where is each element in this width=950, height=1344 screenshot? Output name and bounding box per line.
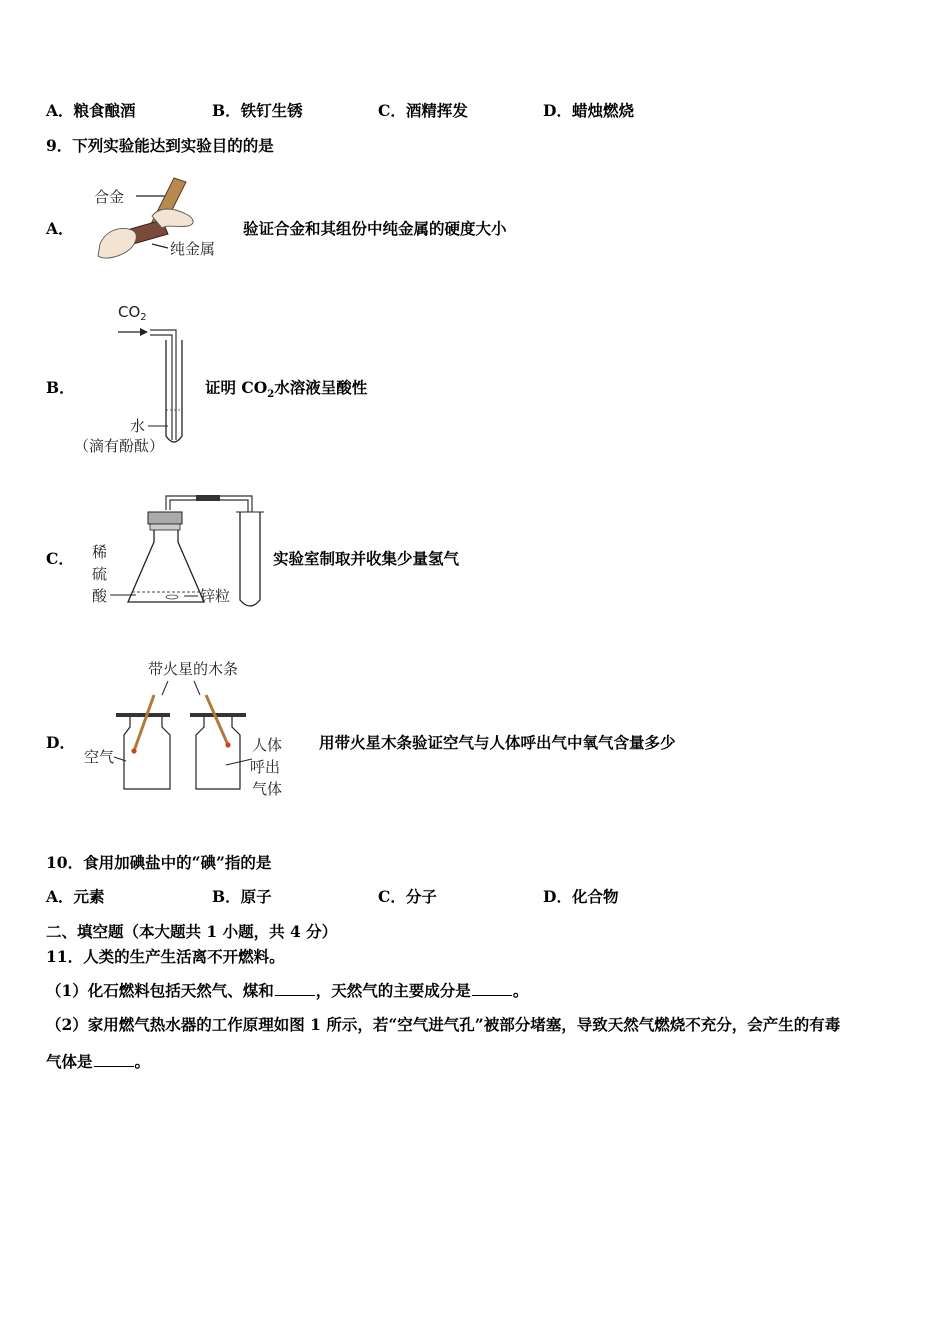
svg-text:CO2 bbox=[118, 303, 147, 323]
option-letter: A． bbox=[46, 887, 74, 906]
q11-part2-line1: （2）家用燃气热水器的工作原理如图 1 所示，若“空气进气孔”被部分堵塞，导致天然气燃烧不充分，会产生的有毒 bbox=[46, 1015, 841, 1034]
part1-text-a: （1）化石燃料包括天然气、煤和 bbox=[46, 981, 274, 1000]
q10-stem: 10．食用加碘盐中的“碘”指的是 bbox=[46, 853, 272, 872]
desc-post: 水溶液呈酸性 bbox=[274, 378, 368, 397]
option-letter: B． bbox=[212, 887, 241, 906]
answer-blank[interactable] bbox=[275, 981, 315, 996]
option-text: 元素 bbox=[73, 887, 105, 906]
option-text: 化合物 bbox=[571, 887, 619, 906]
section-heading: 二、填空题（本大题共 1 小题，共 4 分） bbox=[46, 922, 338, 941]
option-text: 酒精挥发 bbox=[405, 101, 468, 120]
option-text: 分子 bbox=[405, 887, 437, 906]
label-alloy: 合金 bbox=[94, 188, 125, 206]
q9-stem: 9．下列实验能达到实验目的的是 bbox=[46, 136, 274, 155]
q10-option-b bbox=[212, 887, 272, 907]
q10-option-d bbox=[543, 887, 618, 907]
q10-option-c bbox=[378, 887, 437, 907]
q9-d-description: 用带火星木条验证空气与人体呼出气中氧气含量多少 bbox=[319, 733, 676, 752]
label-water: 水 bbox=[130, 417, 146, 435]
part1-text-b: ，天然气的主要成分是 bbox=[315, 981, 471, 1000]
part2-text-a: 气体是 bbox=[46, 1052, 93, 1071]
q9-d-letter: D． bbox=[46, 733, 75, 752]
label-zinc: 锌粒 bbox=[200, 587, 231, 605]
q10-option-a bbox=[46, 887, 105, 907]
label-pure-metal: 纯金属 bbox=[170, 240, 216, 258]
option-letter: C． bbox=[378, 101, 406, 120]
q11-part1 bbox=[46, 981, 528, 1001]
q9-c-description: 实验室制取并收集少量氢气 bbox=[273, 549, 460, 568]
q8-option-c bbox=[378, 101, 468, 121]
q11-part2-line2 bbox=[46, 1052, 150, 1072]
label-co2-sub: 2 bbox=[140, 312, 147, 323]
option-text: 粮食酿酒 bbox=[73, 101, 136, 120]
option-letter: A． bbox=[46, 101, 74, 120]
label-breath-1: 人体 bbox=[252, 736, 283, 754]
label-acid-3: 酸 bbox=[92, 587, 108, 605]
option-text: 铁钉生锈 bbox=[240, 101, 303, 120]
part1-text-c: 。 bbox=[512, 981, 529, 1000]
q8-option-d bbox=[543, 101, 634, 121]
label-acid-2: 硫 bbox=[92, 565, 108, 583]
label-phenolphthalein: （滴有酚酞） bbox=[74, 437, 165, 455]
q8-option-b bbox=[212, 101, 303, 121]
answer-blank[interactable] bbox=[94, 1052, 134, 1067]
option-text: 原子 bbox=[240, 887, 272, 906]
alloy-scratch-figure bbox=[90, 172, 240, 271]
option-letter: D． bbox=[543, 887, 572, 906]
option-letter: C． bbox=[378, 887, 406, 906]
q9-a-description: 验证合金和其组份中纯金属的硬度大小 bbox=[243, 219, 507, 238]
co2-test-tube-figure bbox=[72, 300, 202, 464]
label-air: 空气 bbox=[84, 748, 115, 766]
option-letter: B． bbox=[212, 101, 241, 120]
q9-c-letter: C． bbox=[46, 549, 74, 568]
desc-sub: 2 bbox=[267, 389, 275, 401]
label-co2: CO bbox=[118, 303, 141, 321]
option-letter: D． bbox=[543, 101, 572, 120]
q9-a-letter: A． bbox=[46, 219, 74, 238]
label-glowing-splint: 带火星的木条 bbox=[148, 660, 239, 678]
q8-option-a bbox=[46, 101, 136, 121]
part2-text-b: 。 bbox=[134, 1052, 151, 1071]
oxygen-splint-figure bbox=[82, 655, 302, 809]
label-breath-3: 气体 bbox=[252, 780, 283, 798]
q11-stem: 11．人类的生产生活离不开燃料。 bbox=[46, 947, 285, 966]
hydrogen-apparatus-figure bbox=[82, 490, 272, 619]
q9-b-letter: B． bbox=[46, 378, 75, 397]
option-text: 蜡烛燃烧 bbox=[571, 101, 634, 120]
desc-pre: 证明 CO bbox=[205, 378, 268, 397]
q9-b-description bbox=[205, 378, 367, 405]
label-breath-2: 呼出 bbox=[250, 758, 281, 776]
answer-blank[interactable] bbox=[472, 981, 512, 996]
label-acid-1: 稀 bbox=[92, 543, 108, 561]
